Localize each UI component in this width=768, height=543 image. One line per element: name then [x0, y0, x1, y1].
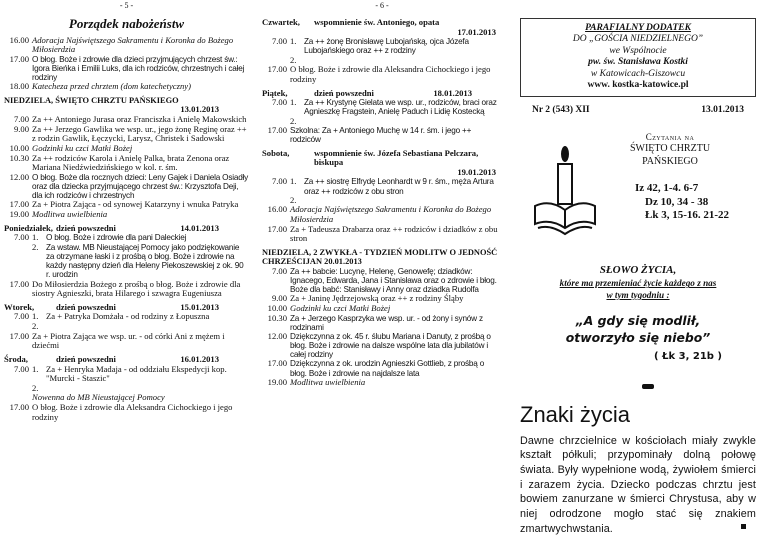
day-header — [4, 224, 249, 234]
mass-time: 19.00 — [9, 208, 29, 219]
day-description: dzień powszedni — [56, 353, 116, 364]
day-header — [262, 89, 502, 99]
word-of-life-heading: SŁOWO ŻYCIA, — [599, 263, 677, 276]
mass-intention-row — [262, 98, 502, 116]
mass-intention-row — [262, 378, 502, 388]
mass-time: 17.00 — [267, 223, 287, 234]
intention-number: 2. — [32, 321, 39, 332]
word-of-life-subheading-line2: w tym tygodniu : — [606, 289, 670, 300]
mass-time: 10.30 — [267, 312, 287, 323]
mass-intention-row — [262, 117, 502, 127]
mass-intention-row — [4, 82, 249, 92]
issue-date: 13.01.2013 — [701, 105, 744, 116]
day-date: 15.01.2013 — [180, 301, 219, 312]
intention-text: Za ++ babcie: Lucynę, Helenę, Genowefę; dziadków: Ignacego, Edwarda, Jana i Stanisława oraz o zdrowie i błog. Boże dla babć: Stanisławy i Anny oraz dziadka Rudolfa — [290, 266, 497, 295]
bulletin-community-line: we Wspólnocie — [609, 45, 667, 56]
intention-number: 2. — [32, 241, 39, 252]
mass-intention-row — [262, 37, 502, 55]
intention-number: 2. — [290, 115, 297, 126]
intention-text: Adoracja Najświętszego Sakramentu i Koronka do Bożego Miłosierdzia — [32, 34, 234, 55]
intention-text: Za ++ rodziców Karola i Anielę Palka, brata Zenona oraz Mariana Niedźwiedzińskiego w kol. r. śm. — [32, 152, 230, 173]
day-date: 18.01.2013 — [433, 87, 472, 98]
intention-text: Za wstaw. MB Nieustającej Pomocy jako podziękowanie za otrzymane łaski i z prośbą o błog. Boże i zdrowie na każdy następny dzień dla Heleny Piekoszewskiej z ok. 90 r. urodzin — [46, 242, 244, 280]
intention-text: Adoracja Najświętszego Sakramentu i Koronka do Bożego Miłosierdzia — [290, 204, 492, 224]
intention-text: Za ++ siostrę Elfrydę Leonhardt w 9 r. śm., męża Artura oraz ++ rodziców z obu stron — [304, 177, 494, 196]
readings-heading — [600, 132, 740, 168]
mass-time: 18.00 — [9, 81, 29, 92]
intention-text: Nowenna do MB Nieustającej Pomocy — [32, 392, 165, 403]
intention-number: 1. — [32, 363, 39, 374]
mass-intention-row — [4, 280, 249, 299]
intention-text: Dziękczynna z ok. urodzin Agnieszki Gottlieb, z prośbą o błog. Boże i zdrowie na najdalsze lata — [290, 359, 485, 378]
left-page-column — [0, 0, 255, 543]
mass-intention-row — [262, 177, 502, 195]
mass-intention-row — [262, 359, 502, 377]
day-description: wspomnienie św. Antoniego, opata — [314, 17, 440, 27]
middle-schedule — [262, 18, 502, 387]
intention-text: O błog. Boże i zdrowie dla dzieci przyjmujących chrzest św.: Igora Bieńka i Emilii Luks, dla ich rodziców, chrzestnych i całej rodziny — [32, 54, 245, 83]
intention-text: O błog. Boże i zdrowie dla Aleksandra Cichockiego i jego rodziny — [32, 402, 233, 422]
mass-intention-row — [4, 210, 249, 220]
mass-time: 9.00 — [271, 293, 287, 304]
day-name: Środa, — [4, 353, 28, 364]
mass-time: 9.00 — [13, 123, 29, 134]
mass-time: 7.00 — [271, 36, 287, 47]
sunday-date: 13.01.2013 — [180, 104, 219, 115]
intention-text: Za + Piotra Zająca we wsp. ur. - od córki Ani z mężem i dziećmi — [32, 330, 225, 351]
mass-time: 17.00 — [9, 278, 29, 289]
mass-time: 17.00 — [267, 125, 287, 136]
day-name: Poniedziałek, — [4, 222, 53, 233]
intention-number: 1. — [290, 36, 297, 47]
day-date: 16.01.2013 — [180, 353, 219, 364]
mass-intention-row — [4, 154, 249, 173]
day-description: dzień powszedni — [56, 222, 116, 233]
mass-time: 16.00 — [267, 204, 287, 215]
mass-time: 17.00 — [267, 358, 287, 369]
mass-intention-row — [262, 332, 502, 360]
intention-text: Za ++ Antoniego Jurasa oraz Franciszka i Anielę Makowskich — [32, 114, 247, 125]
intention-text: Za + Patryka Domżała - od rodziny z Łopuszna — [46, 311, 210, 322]
mass-time: 12.00 — [9, 171, 29, 182]
intention-text: Za + Tadeusza Drabarza oraz ++ rodziców i dziadków z obu stron — [290, 223, 498, 244]
word-of-life-subheading-line1: które ma przemieniać życie każdego z nas — [559, 278, 717, 289]
intention-text: Godzinki ku czci Matki Bożej — [290, 302, 391, 313]
mass-intention-row — [262, 65, 502, 84]
mass-intention-row — [4, 55, 249, 83]
gospel-quote-line1: „A gdy się modlił, — [575, 313, 701, 329]
mass-time: 10.30 — [9, 152, 29, 163]
issue-line — [520, 105, 756, 116]
intention-text: Za + Jerzego Kasprzyka we wsp. ur. - od żony i synów z rodzinami — [290, 313, 483, 332]
mass-time: 10.00 — [9, 142, 29, 153]
intention-text: Do Miłosierdzia Bożego z prośbą o błog. Boże i zdrowie dla siostry Agnieszki, brata Hilarego i szwagra Eugeniusza — [32, 278, 241, 299]
mass-time: 17.00 — [9, 330, 29, 341]
issue-number: Nr 2 (543) XII — [532, 105, 590, 116]
intention-number: 1. — [32, 311, 39, 322]
mass-intention-row — [4, 332, 249, 351]
gospel-quote-reference: ( Łk 3, 21b ) — [654, 350, 722, 362]
reading-ref-1: Iz 42, 1-4. 6-7 — [635, 181, 699, 194]
mass-intention-row — [4, 312, 249, 322]
day-header — [262, 149, 502, 168]
candle-book-icon — [530, 144, 600, 239]
intention-number: 1. — [290, 176, 297, 187]
left-schedule — [4, 36, 249, 423]
mass-time — [4, 384, 32, 394]
intention-number: 1. — [290, 97, 297, 108]
mass-intention-row — [262, 205, 502, 224]
sunday-title: NIEDZIELA, 2 ZWYKŁA - TYDZIEŃ MODLITW O JEDNOŚĆ CHRZEŚCIJAN — [262, 247, 498, 267]
article-body: Dawne chrzcielnice w kościołach miały zwykle kształt półkuli; przypominały dolną połowę świata. Były wypełnione wodą, żywiołem śmierci i zarazem życia. Dziecko podczas chrztu jest bowiem zanurzane w śmierci Chrystusa, aby w niej odrodzone mogło stać się znakiem zmartwychwstania. — [520, 434, 756, 535]
intention-number: 2. — [32, 382, 39, 393]
mass-time: 7.00 — [13, 311, 29, 322]
mass-time: 7.00 — [13, 114, 29, 125]
day-description: dzień powszedni — [314, 87, 374, 98]
page-number-middle: - 6 - — [375, 1, 389, 10]
intention-text: Modlitwa uwielbienia — [290, 376, 366, 387]
intention-number: 2. — [290, 194, 297, 205]
mass-intention-row — [4, 233, 249, 243]
middle-page-column — [256, 0, 508, 543]
mass-intention-row — [262, 267, 502, 295]
mass-time: 7.00 — [271, 97, 287, 108]
intention-text: Modlitwa uwielbienia — [32, 208, 108, 219]
mass-intention-row — [262, 304, 502, 314]
word-of-life-subheading — [520, 278, 756, 301]
mass-time: 10.00 — [267, 302, 287, 313]
bulletin-header-box — [520, 18, 756, 97]
mass-time: 7.00 — [13, 232, 29, 243]
mass-intention-row — [262, 225, 502, 244]
mass-intention-row — [4, 243, 249, 280]
mass-time: 17.00 — [9, 402, 29, 413]
day-description: wspomnienie św. Józefa Sebastiana Pelczara, biskupa — [314, 147, 479, 168]
article-title: Znaki życia — [520, 401, 631, 427]
feast-name-line1: ŚWIĘTO CHRZTU — [629, 143, 711, 155]
day-name: Sobota, — [262, 147, 290, 158]
intention-text: Za + Janinę Jędrzejowską oraz ++ z rodziny Śląby — [290, 293, 464, 304]
bulletin-supplement-title: PARAFIALNY DODATEK — [585, 23, 691, 33]
end-of-article-mark — [741, 524, 746, 529]
right-page-column — [508, 0, 768, 543]
reading-ref-3: Łk 3, 15-16. 21-22 — [645, 209, 730, 222]
sunday-header — [262, 248, 502, 267]
reading-ref-2: Dz 10, 34 - 38 — [645, 195, 709, 208]
feast-name-line2: PAŃSKIEGO — [642, 155, 698, 167]
readings-label: Czytania na — [645, 131, 695, 142]
mass-time: 7.00 — [271, 265, 287, 276]
reading-references — [635, 182, 729, 223]
intention-text: O błog. Boże i zdrowie dla pani Daleckiej — [46, 233, 187, 243]
mass-time: 17.00 — [267, 64, 287, 75]
day-date: 19.01.2013 — [457, 166, 496, 177]
intention-text: O błog. Boże dla rocznych dzieci: Leny Gajek i Daniela Osiadły oraz dla dziecka przyjmującego chrzest św.: Krzysztofa Deji, dla ich rodziców i chrzestnych — [32, 172, 249, 201]
gospel-quote-line2: otworzyło się niebo” — [565, 330, 711, 346]
intention-text: Za + Piotra Zająca - od synowej Katarzyny i wnuka Patryka — [32, 199, 239, 210]
intention-text: Szkolna: Za + Antoniego Muchę w 14 r. śm. i jego ++ rodziców — [290, 126, 472, 145]
intention-text: O błog. Boże i zdrowie dla Aleksandra Cichockiego i jego rodziny — [290, 64, 491, 84]
intention-text: Katecheza przed chrztem (dom katechetyczny) — [32, 81, 191, 92]
intention-number: 1. — [32, 232, 39, 243]
mass-time: 7.00 — [271, 176, 287, 187]
mass-time: 17.00 — [9, 53, 29, 64]
day-name: Wtorek, — [4, 301, 35, 312]
mass-time: 12.00 — [267, 330, 287, 341]
intention-text: Godzinki ku czci Matki Bożej — [32, 142, 133, 153]
intention-text: Za ++ Jerzego Gawlika we wsp. ur., jego żonę Reginę oraz ++ z rodzin Gawlik, Łęczycki, Larysz, Christek i Sadowski — [32, 123, 247, 144]
bulletin-parish-location: w Katowicach-Giszowcu — [590, 68, 686, 79]
mass-time: 17.00 — [9, 199, 29, 210]
readings-section — [520, 122, 756, 262]
mass-time: 16.00 — [9, 34, 29, 45]
sunday-title: NIEDZIELA, ŚWIĘTO CHRZTU PAŃSKIEGO — [4, 95, 179, 105]
mass-intention-row — [4, 173, 249, 201]
intention-text: Za + Henryka Madaja - od oddziału Ekspedycji kop. "Murcki - Staszic" — [46, 363, 227, 384]
mass-intention-row — [262, 126, 502, 144]
gospel-quote — [520, 313, 756, 346]
intention-text: Za ++ Krystynę Gielata we wsp. ur., rodziców, braci oraz Agnieszkę Fragstein, Anielę Paduch i Lidię Kostecką — [304, 98, 497, 117]
intention-text: Dziękczynna z ok. 45 r. ślubu Mariana i Danuty, z prośbą o błog. Boże i zdrowie na dalsze wspólne lata dla jubilatów i całej rodziny — [290, 331, 491, 360]
day-name: Czwartek, — [262, 17, 300, 27]
mass-intention-row — [4, 36, 249, 55]
day-description: dzień powszedni — [56, 301, 116, 312]
mass-intention-row — [4, 365, 249, 384]
mass-intention-row — [262, 314, 502, 332]
day-date: 14.01.2013 — [180, 222, 219, 233]
bulletin-magazine-line: DO „GOŚCIA NIEDZIELNEGO” — [572, 34, 704, 45]
bulletin-website-link[interactable]: www. kostka-katowice.pl — [587, 79, 689, 90]
sunday-date: 20.01.2013 — [324, 257, 362, 267]
bulletin-parish-name: pw. św. Stanisława Kostki — [588, 57, 688, 68]
mass-time: 19.00 — [267, 376, 287, 387]
mass-time: 7.00 — [13, 363, 29, 374]
intention-text: Za ++ żonę Bronisławę Lubojańską, ojca Józefa Lubojańskiego oraz ++ z rodziny — [304, 37, 469, 56]
intention-text — [304, 117, 502, 127]
mass-intention-row — [4, 125, 249, 144]
mass-intention-row — [4, 403, 249, 422]
day-name: Piątek, — [262, 87, 288, 98]
intention-number: 2. — [290, 54, 297, 65]
schedule-title: Porządek nabożeństw — [68, 16, 185, 31]
separator-mark — [642, 384, 654, 389]
day-date: 17.01.2013 — [457, 26, 496, 37]
mass-time — [4, 243, 32, 280]
page-number-left: - 5 - — [119, 1, 134, 10]
